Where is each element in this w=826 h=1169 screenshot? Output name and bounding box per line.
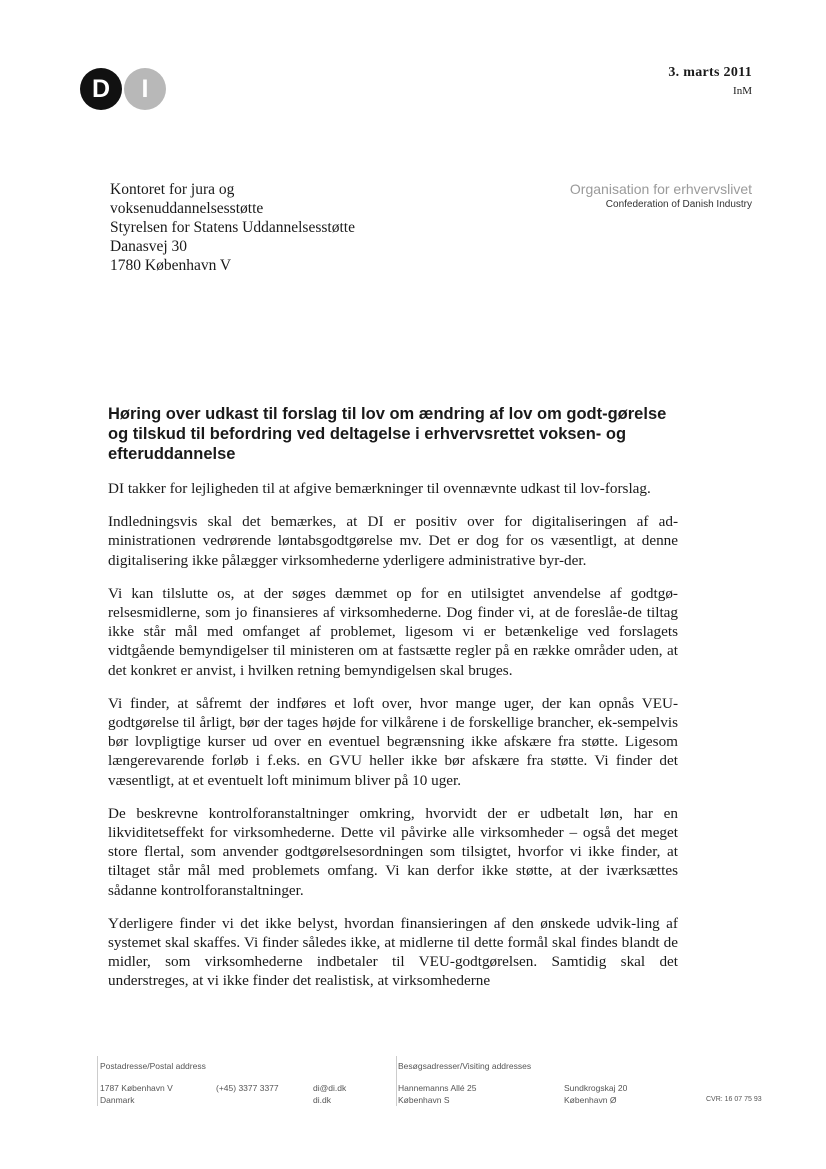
body-paragraph: Yderligere finder vi det ikke belyst, hvordan finansieringen af den ønskede udvik-ling af systemet skal skaffes. Vi finder således ikke, at midlerne til dette formål skal findes blandt de midler, som virksomhederne indbetaler til VEU-godtgørelsen. Samtidig skal det understreges, at vi ikke finder det realistisk, at virksomhederne (108, 914, 678, 990)
footer-divider (97, 1056, 98, 1106)
phone-number: (+45) 3377 3377 (216, 1083, 279, 1093)
author-initials: InM (733, 85, 752, 97)
date-block (668, 65, 752, 97)
organisation-subtitle: Confederation of Danish Industry (605, 199, 752, 210)
body-paragraph: Indledningsvis skal det bemærkes, at DI er positiv over for digitaliseringen af ad-ministrationen vedrørende løntabsgodtgørelse mv. Det er dog for os væsentligt, at denne digitalisering ikke pålægger virksomhederne yderligere administrative byr-der. (108, 513, 678, 569)
visiting-address-1: Hannemanns Allé 25 (398, 1083, 477, 1093)
postal-address-line: 1787 København V (100, 1083, 173, 1093)
body-paragraph: DI takker for lejligheden til at afgive bemærkninger til ovennævnte udkast til lov-forslag. (108, 480, 651, 497)
postal-address-label: Postadresse/Postal address (100, 1061, 206, 1071)
body-paragraph: De beskrevne kontrolforanstaltninger omkring, hvorvidt der er udbetalt løn, har en likviditetseffekt for virksomhederne. Dette vil påvirke alle virksomheder – også det meget store flertal, som anvender godtgørelsesordningen som tilsigtet, hvorfor vi ikke finder, at tiltaget står mål med problemets omfang. Vi kan derfor ikke støtte, at der iværksættes sådanne kontrolforanstaltninger. (108, 804, 678, 899)
address-line: Styrelsen for Statens Uddannelsesstøtte (110, 219, 355, 236)
email-address: di@di.dk (313, 1083, 347, 1093)
letter-date: 3. marts 2011 (668, 65, 752, 80)
letter-footer (100, 1056, 800, 1116)
letter-body (108, 479, 678, 1005)
cvr-number: CVR: 16 07 75 93 (706, 1096, 762, 1103)
visiting-city-2: København Ø (564, 1095, 617, 1105)
address-line: Kontoret for jura og (110, 181, 235, 198)
footer-divider (396, 1056, 397, 1106)
address-line: Danasvej 30 (110, 238, 188, 255)
di-logo-d: D (80, 68, 122, 110)
organisation-name: Organisation for erhvervslivet (569, 181, 752, 197)
address-line: voksenuddannelsesstøtte (110, 200, 264, 217)
visiting-address-label: Besøgsadresser/Visiting addresses (398, 1061, 532, 1071)
di-logo (80, 68, 176, 110)
address-line: 1780 København V (110, 257, 232, 274)
visiting-city-1: København S (398, 1095, 450, 1105)
body-paragraph: Vi finder, at såfremt der indføres et loft over, hvor mange uger, der kan opnås VEU-godtgørelse til årligt, bør der tages højde for vilkårene i de forskellige brancher, ek-sempelvis bør lovpligtige kurser ud over en eventuel begrænsning ikke afskære fra støtte. Ligesom længerevarende forløb i f.eks. en GVU heller ikke bør afskære fra støtte. Vi finder det væsentligt, at et eventuelt loft minimum bliver på 10 uger. (108, 694, 678, 789)
postal-country: Danmark (100, 1095, 135, 1105)
letter-heading: Høring over udkast til forslag til lov om ændring af lov om godt-gørelse og tilskud til befordring ved deltagelse i erhvervsrettet voksen- og efteruddannelse (108, 405, 667, 463)
body-paragraph: Vi kan tilslutte os, at der søges dæmmet op for en utilsigtet anvendelse af godtgø-relsesmidlerne, som jo finansieres af virksomhederne. Dog finder vi, at de foreslåe-de tiltag ikke står mål med omfanget af problemet, ligesom vi er betænkelige ved forslagets vidtgående bemyndigelser til ministeren om at fastsætte regler på en række områder uden, at det konkret er anvist, i hvilken retning bemyndigelsen skal bruges. (108, 584, 678, 679)
website: di.dk (313, 1095, 331, 1105)
visiting-address-2: Sundkrogskaj 20 (564, 1083, 628, 1093)
recipient-address (110, 180, 355, 275)
di-logo-i: I (124, 68, 166, 110)
organisation-block (570, 181, 752, 210)
